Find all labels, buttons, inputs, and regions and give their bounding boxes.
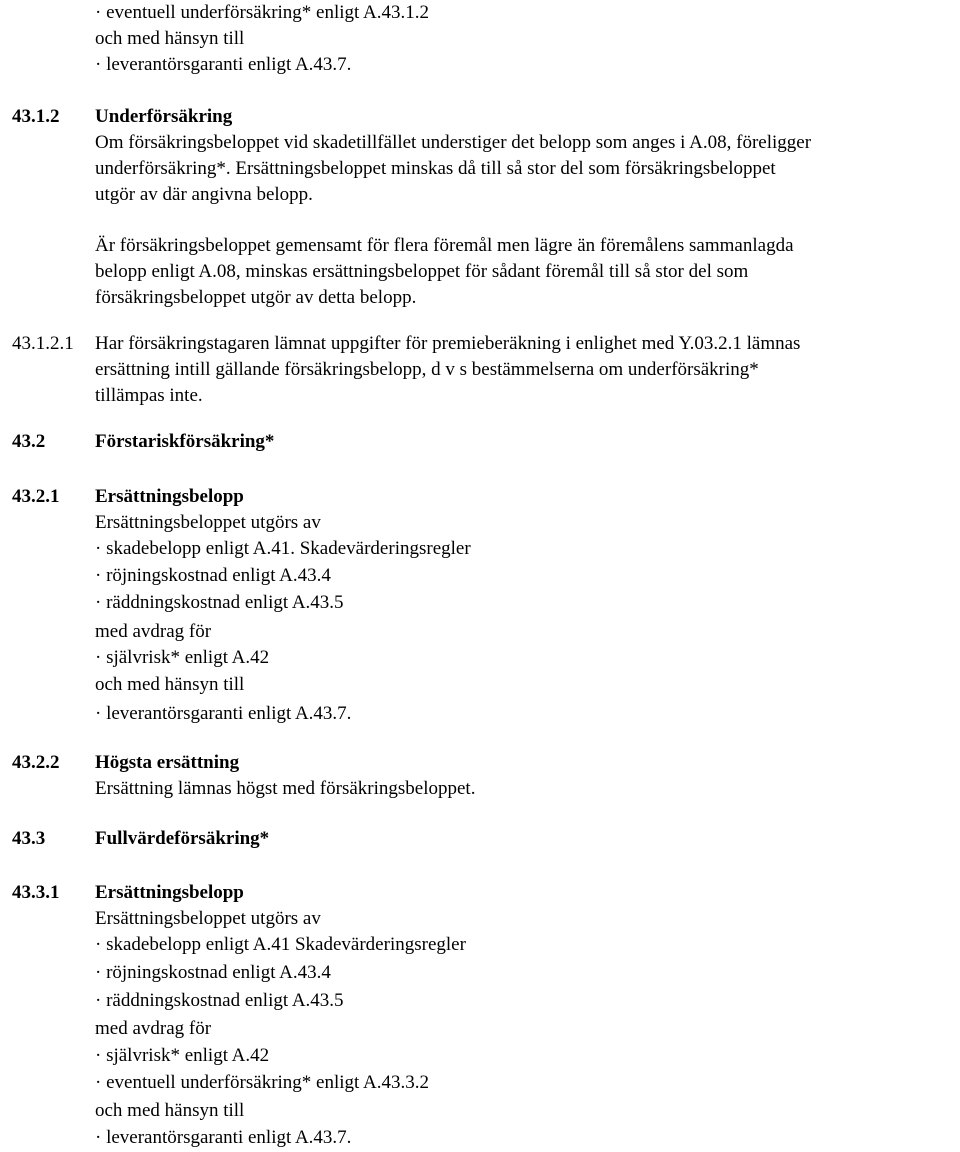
list-item: · röjningskostnad enligt A.43.4 [95, 565, 331, 586]
section-heading: Ersättningsbelopp [95, 486, 244, 507]
list-item: · eventuell underförsäkring* enligt A.43.3.2 [95, 1072, 430, 1093]
list-text: och med hänsyn till [95, 1100, 245, 1121]
section-heading: Fullvärdeförsäkring* [95, 828, 270, 849]
paragraph-line: Ersättningsbeloppet utgörs av [95, 908, 321, 929]
section-number: 43.2 [12, 431, 46, 452]
section-number: 43.1.2.1 [12, 333, 74, 354]
paragraph-line: Har försäkringstagaren lämnat uppgifter för premieberäkning i enlighet med Y.03.2.1 lämnas [95, 333, 801, 354]
list-item: · röjningskostnad enligt A.43.4 [95, 962, 331, 983]
section-number: 43.2.1 [12, 486, 60, 507]
list-item: · självrisk* enligt A.42 [95, 1045, 270, 1066]
section-heading: Underförsäkring [95, 106, 233, 127]
list-item: · räddningskostnad enligt A.43.5 [95, 592, 344, 613]
list-item: · eventuell underförsäkring* enligt A.43.1.2 [95, 2, 430, 23]
paragraph-line: utgör av där angivna belopp. [95, 184, 313, 205]
paragraph-line: underförsäkring*. Ersättningsbeloppet minskas då till så stor del som försäkringsbeloppet [95, 158, 776, 179]
list-text: med avdrag för [95, 621, 212, 642]
section-heading: Förstariskförsäkring* [95, 431, 275, 452]
section-number: 43.2.2 [12, 752, 60, 773]
section-heading: Ersättningsbelopp [95, 882, 244, 903]
list-item: · leverantörsgaranti enligt A.43.7. [95, 54, 352, 75]
paragraph-line: Ersättningsbeloppet utgörs av [95, 512, 321, 533]
list-item: · leverantörsgaranti enligt A.43.7. [95, 1127, 352, 1148]
paragraph-line: Ersättning lämnas högst med försäkringsbeloppet. [95, 778, 476, 799]
list-item: · räddningskostnad enligt A.43.5 [95, 990, 344, 1011]
section-heading: Högsta ersättning [95, 752, 240, 773]
paragraph-line: tillämpas inte. [95, 385, 203, 406]
list-item: · leverantörsgaranti enligt A.43.7. [95, 703, 352, 724]
list-text: och med hänsyn till [95, 674, 245, 695]
list-text: och med hänsyn till [95, 28, 245, 49]
paragraph-line: Om försäkringsbeloppet vid skadetillfället understiger det belopp som anges i A.08, föreligger [95, 132, 812, 153]
section-number: 43.3.1 [12, 882, 60, 903]
paragraph-line: belopp enligt A.08, minskas ersättningsbeloppet för sådant föremål till så stor del som [95, 261, 749, 282]
list-item: · självrisk* enligt A.42 [95, 647, 270, 668]
section-number: 43.1.2 [12, 106, 60, 127]
list-item: · skadebelopp enligt A.41. Skadevärderingsregler [95, 538, 471, 559]
list-item: · skadebelopp enligt A.41 Skadevärderingsregler [95, 934, 466, 955]
list-text: med avdrag för [95, 1018, 212, 1039]
section-number: 43.3 [12, 828, 46, 849]
paragraph-line: försäkringsbeloppet utgör av detta belopp. [95, 287, 417, 308]
paragraph-line: ersättning intill gällande försäkringsbelopp, d v s bestämmelserna om underförsäkring* [95, 359, 759, 380]
paragraph-line: Är försäkringsbeloppet gemensamt för flera föremål men lägre än föremålens sammanlagda [95, 235, 794, 256]
